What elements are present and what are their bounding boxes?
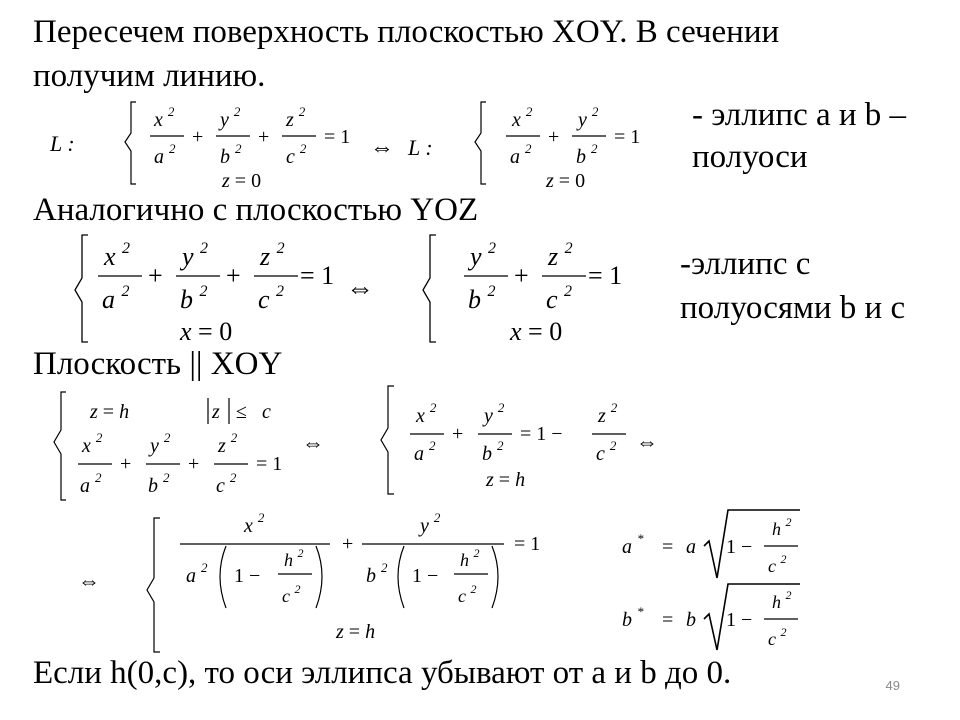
svg-text:= 1: = 1 (614, 126, 641, 148)
svg-text:c 2: c $^2$ (458, 582, 477, 606)
svg-text:=: = (662, 609, 674, 631)
svg-text:b 2: b $^2$ (148, 470, 170, 497)
svg-text:h 2: h $^2$ (772, 588, 792, 612)
svg-text:h 2: h $^2$ (772, 515, 792, 539)
svg-text:+: + (514, 261, 529, 290)
svg-text:+: + (258, 126, 270, 148)
formula-system-plane-2 (381, 386, 626, 494)
svg-text:z 2: z $^2$ (218, 430, 238, 457)
note-ellipse-ab-line2: полуоси (692, 139, 808, 175)
svg-text:= 1: = 1 (256, 453, 283, 475)
svg-text:c 2: c $^2$ (286, 141, 307, 168)
svg-text:b 2: b $^2$ (576, 141, 598, 168)
svg-text:1 −: 1 − (726, 609, 753, 631)
svg-text:= 1: = 1 (324, 126, 351, 148)
svg-text:⇔: ⇔ (370, 135, 394, 161)
svg-text:⇔: ⇔ (302, 430, 324, 455)
svg-text:b 2: b $^2$ (366, 560, 388, 587)
svg-text:c: c (262, 401, 271, 423)
svg-text:⇔: ⇔ (78, 568, 100, 593)
svg-text:⇔: ⇔ (636, 429, 658, 454)
svg-text:+: + (120, 453, 132, 475)
svg-text:z = h: z = h (90, 401, 130, 423)
svg-text:b 2: b $^2$ (220, 141, 242, 168)
formula-system-final (147, 510, 540, 652)
svg-text:x 2: x $^2$ (244, 510, 265, 537)
svg-text:a *: a * (622, 531, 644, 558)
svg-text:c 2: c $^2$ (768, 625, 787, 649)
svg-text:x = 0: x = 0 (510, 317, 563, 346)
svg-text:y 2: y $^2$ (470, 240, 497, 271)
svg-text:b 2: b $^2$ (180, 283, 208, 314)
svg-text:= 1: = 1 (300, 261, 335, 290)
svg-text:x 2: x $^2$ (104, 240, 131, 271)
note-ellipse-bc-line2: полуосями b и c (680, 290, 906, 326)
heading-parallel-xoy: Плоскость || XOY (33, 346, 283, 382)
svg-text:y 2: y $^2$ (220, 104, 241, 131)
formula-system-yoz-2 (423, 235, 622, 346)
svg-text:x 2: x $^2$ (154, 104, 175, 131)
svg-text:c 2: c $^2$ (546, 283, 573, 314)
svg-text:= 1: = 1 (588, 261, 623, 290)
svg-text:+: + (226, 261, 241, 290)
svg-text:+: + (548, 126, 560, 148)
page-number: 49 (885, 678, 900, 693)
equivalence-arrow-icon (346, 273, 374, 304)
svg-text:L :: L : (50, 131, 75, 156)
svg-text:b *: b * (622, 604, 644, 631)
svg-text:a 2: a $^2$ (186, 560, 208, 587)
formula-b-star (622, 584, 800, 650)
svg-text:x 2: x $^2$ (82, 430, 103, 457)
text-line-2: получим линию. (33, 58, 266, 94)
svg-text:= 1: = 1 (514, 533, 541, 555)
svg-text:1 −: 1 − (726, 536, 753, 558)
svg-text:b 2: b $^2$ (482, 438, 504, 465)
svg-text:z: z (212, 401, 220, 423)
formula-system-xoy-2 (407, 102, 640, 192)
svg-text:x = 0: x = 0 (180, 317, 233, 346)
equivalence-arrow-icon (370, 135, 394, 161)
svg-text:z 2: z $^2$ (548, 240, 573, 271)
svg-text:y 2: y $^2$ (420, 510, 441, 537)
svg-text:a 2: a $^2$ (102, 283, 130, 314)
svg-text:a 2: a $^2$ (80, 470, 102, 497)
svg-text:y 2: y $^2$ (484, 400, 505, 427)
equivalence-arrow-icon (636, 429, 658, 454)
svg-text:b 2: b $^2$ (468, 283, 496, 314)
svg-text:=: = (662, 536, 674, 558)
svg-text:⇔: ⇔ (346, 273, 374, 304)
formula-a-star (622, 510, 800, 578)
svg-text:a: a (686, 536, 696, 558)
svg-text:a 2: a $^2$ (414, 438, 436, 465)
conclusion-text: Если h(0,c), то оси эллипса убывают от a и b до 0. (33, 655, 732, 691)
svg-text:c 2: c $^2$ (216, 470, 237, 497)
svg-text:1 −: 1 − (412, 565, 439, 587)
svg-text:L :: L : (408, 135, 433, 160)
svg-text:+: + (148, 261, 163, 290)
svg-text:z = h: z = h (336, 621, 376, 643)
formula-system-plane-1 (54, 392, 282, 500)
svg-text:z 2: z $^2$ (286, 104, 306, 131)
svg-text:a 2: a $^2$ (510, 141, 532, 168)
svg-text:c 2: c $^2$ (258, 283, 285, 314)
equivalence-arrow-icon (302, 430, 324, 455)
svg-text:≤: ≤ (236, 401, 247, 423)
formula-system-xoy-1 (49, 102, 350, 192)
svg-text:x 2: x $^2$ (416, 400, 437, 427)
svg-text:y 2: y $^2$ (578, 104, 599, 131)
svg-text:+: + (342, 533, 354, 555)
svg-text:z 2: z $^2$ (260, 240, 285, 271)
svg-text:y 2: y $^2$ (150, 430, 171, 457)
svg-text:z 2: z $^2$ (598, 400, 618, 427)
svg-text:c 2: c $^2$ (768, 552, 787, 576)
formula-system-yoz-1 (75, 235, 334, 346)
note-ellipse-bc-line1: -эллипс с (680, 246, 811, 282)
svg-text:b: b (686, 609, 696, 631)
svg-text:+: + (192, 126, 204, 148)
svg-text:c 2: c $^2$ (282, 582, 301, 606)
svg-text:+: + (188, 453, 200, 475)
svg-text:h 2: h $^2$ (460, 546, 480, 570)
text-line-1: Пересечем поверхность плоскостью XOY. В сечении (33, 14, 780, 50)
equivalence-arrow-icon (78, 568, 100, 593)
svg-text:z = h: z = h (486, 469, 526, 491)
svg-text:x 2: x $^2$ (512, 104, 533, 131)
svg-text:z = 0: z = 0 (222, 170, 262, 192)
svg-text:1 −: 1 − (234, 565, 261, 587)
note-ellipse-ab-line1: - эллипс a и b – (692, 97, 907, 133)
svg-text:c 2: c $^2$ (596, 438, 617, 465)
svg-text:+: + (452, 423, 464, 445)
heading-yoz: Аналогично с плоскостью YOZ (33, 192, 479, 228)
svg-text:z = 0: z = 0 (546, 170, 586, 192)
svg-text:y 2: y $^2$ (182, 240, 209, 271)
svg-text:a 2: a $^2$ (154, 141, 176, 168)
svg-text:= 1 −: = 1 − (520, 423, 563, 445)
svg-text:h 2: h $^2$ (284, 546, 304, 570)
